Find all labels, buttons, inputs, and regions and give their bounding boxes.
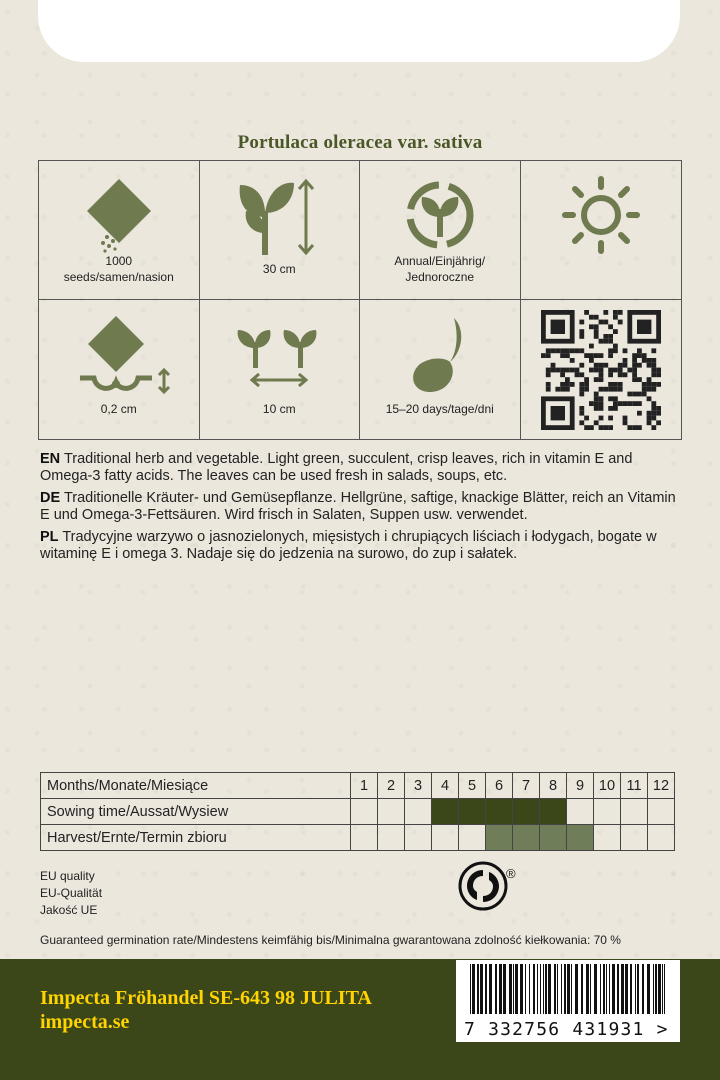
harv-cell-month-4 <box>432 825 459 851</box>
company-website: impecta.se <box>40 1011 130 1033</box>
month-3: 3 <box>405 773 432 799</box>
germination-rate: Guaranteed germination rate/Mindestens keimfähig bis/Minimalna gwarantowana zdolność kiełkowania: 70 % <box>40 933 621 947</box>
sowing-label: Sowing time/Aussat/Wysiew <box>41 799 351 825</box>
seed-count-label: 1000 seeds/samen/nasion <box>63 254 174 284</box>
calendar-header-row <box>41 773 675 799</box>
sow-cell-month-7 <box>513 799 540 825</box>
qr-code-icon <box>541 310 661 430</box>
calendar-sowing-row <box>41 799 675 825</box>
sow-cell-month-8 <box>540 799 567 825</box>
harv-cell-month-7 <box>513 825 540 851</box>
sowing-calendar <box>40 772 675 851</box>
icon-cell-seeds <box>39 161 200 300</box>
month-4: 4 <box>432 773 459 799</box>
description-en: EN Traditional herb and vegetable. Light green, succulent, crisp leaves, rich in vitamin E and Omega-3 fatty acids. The leaves can be used fresh in salads, soups, etc. <box>40 451 633 484</box>
months-label: Months/Monate/Miesiące <box>41 773 351 799</box>
sowing-depth-icon <box>64 312 174 397</box>
icon-cell-qr <box>521 300 682 439</box>
seed-pack-icon <box>79 173 159 258</box>
icon-cell-height <box>200 161 361 300</box>
month-11: 11 <box>621 773 648 799</box>
harvest-label: Harvest/Ernte/Termin zbioru <box>41 825 351 851</box>
latin-name: Portulaca oleracea var. sativa <box>237 132 483 153</box>
month-12: 12 <box>648 773 675 799</box>
plant-spacing-icon <box>234 312 324 397</box>
harv-cell-month-10 <box>594 825 621 851</box>
sow-cell-month-1 <box>351 799 378 825</box>
annual-label: Annual/Einjährig/ Jednoroczne <box>394 254 486 284</box>
sow-cell-month-6 <box>486 799 513 825</box>
sow-cell-month-11 <box>621 799 648 825</box>
sow-cell-month-5 <box>459 799 486 825</box>
height-label: 30 cm <box>262 262 296 276</box>
icon-cell-annual <box>360 161 521 300</box>
plant-height-icon <box>234 173 324 258</box>
harv-cell-month-1 <box>351 825 378 851</box>
month-6: 6 <box>486 773 513 799</box>
sow-cell-month-3 <box>405 799 432 825</box>
depth-label: 0,2 cm <box>100 402 137 416</box>
cultivation-icon-grid <box>38 160 682 440</box>
sun-icon <box>556 173 646 258</box>
germination-label: 15–20 days/tage/dni <box>385 402 494 416</box>
month-9: 9 <box>567 773 594 799</box>
harv-cell-month-11 <box>621 825 648 851</box>
green-dot-recycle-icon <box>457 860 509 912</box>
quality-de: EU-Qualität <box>40 886 103 900</box>
icon-cell-depth <box>39 300 200 439</box>
sow-cell-month-9 <box>567 799 594 825</box>
harv-cell-month-5 <box>459 825 486 851</box>
spacing-label: 10 cm <box>262 402 296 416</box>
month-2: 2 <box>378 773 405 799</box>
harv-cell-month-3 <box>405 825 432 851</box>
sow-cell-month-4 <box>432 799 459 825</box>
description-pl: PL Tradycyjne warzywo o jasnozielonych, mięsistych i chrupiących liściach i łodygach, bogate w witaminę E i omega 3. Nadaje się do jedzenia na surowo, do zup i sałatek. <box>40 529 657 562</box>
icon-cell-sun <box>521 161 682 300</box>
germination-icon <box>400 312 480 397</box>
icon-cell-germination <box>360 300 521 439</box>
calendar-harvest-row <box>41 825 675 851</box>
harv-cell-month-12 <box>648 825 675 851</box>
description-section <box>40 451 680 568</box>
quality-en: EU quality <box>40 869 95 883</box>
month-7: 7 <box>513 773 540 799</box>
month-1: 1 <box>351 773 378 799</box>
harv-cell-month-8 <box>540 825 567 851</box>
quality-pl: Jakość UE <box>40 903 98 917</box>
sow-cell-month-10 <box>594 799 621 825</box>
eu-quality-block <box>40 868 102 919</box>
icon-cell-spacing <box>200 300 361 439</box>
description-de: DE Traditionelle Kräuter- und Gemüsepflanze. Hellgrüne, saftige, knackige Blätter, reich an Vitamin E und Omega-3-Fettsäuren. Wird frisch in Salaten, Suppen usw. verwendet. <box>40 490 676 523</box>
month-5: 5 <box>459 773 486 799</box>
sow-cell-month-12 <box>648 799 675 825</box>
barcode-number: 7 332756 431931 > <box>464 1019 669 1040</box>
month-10: 10 <box>594 773 621 799</box>
registered-mark: ® <box>506 866 516 881</box>
sow-cell-month-2 <box>378 799 405 825</box>
harv-cell-month-2 <box>378 825 405 851</box>
barcode-bars-icon <box>456 960 680 1016</box>
hang-hole-cutout <box>38 0 680 62</box>
harv-cell-month-6 <box>486 825 513 851</box>
month-8: 8 <box>540 773 567 799</box>
annual-cycle-icon <box>400 173 480 258</box>
harv-cell-month-9 <box>567 825 594 851</box>
company-address: Impecta Fröhandel SE-643 98 JULITA <box>40 987 372 1009</box>
